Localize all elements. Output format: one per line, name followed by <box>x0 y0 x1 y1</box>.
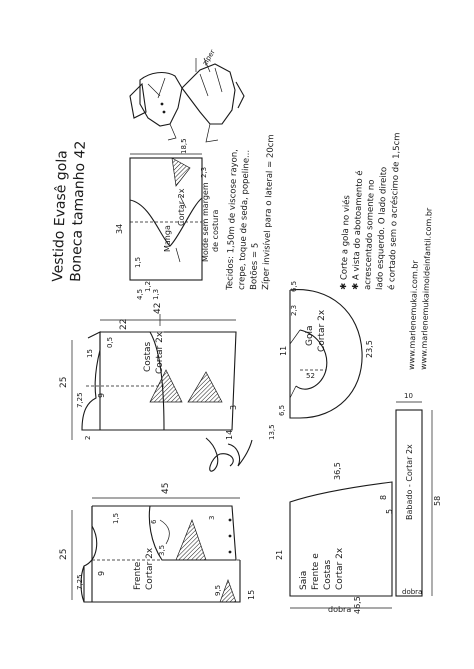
back-bodice-piece <box>59 303 238 440</box>
skirt-dim-365: 36,5 <box>333 462 342 480</box>
signature <box>206 438 252 471</box>
skirt-piece <box>275 462 394 614</box>
sleeve-note-1: Molde sem margem <box>201 182 210 262</box>
back-dim-22: 22 <box>119 318 129 330</box>
note-facing-4: é cortado sem o acréscimo de 1,5cm <box>387 132 403 291</box>
back-dim-3: 3 <box>229 404 238 410</box>
back-dim-725: 7,25 <box>76 392 84 408</box>
skirt-fold-label: dobra <box>328 605 352 614</box>
sleeve-dim-13: 1,3 <box>152 288 160 300</box>
collar-dim-23: 2,3 <box>290 304 298 316</box>
collar-dim-235: 23,5 <box>365 340 374 358</box>
sleeve-dim-34: 34 <box>115 223 124 234</box>
front-dim-45: 45 <box>161 482 171 494</box>
front-dim-6: 6 <box>150 519 158 524</box>
ruffle-dim-10: 10 <box>404 392 413 400</box>
skirt-dim-465: 46,5 <box>353 596 362 614</box>
back-label-2: Cortar 2x <box>155 331 165 374</box>
front-label-2: Cortar 2x <box>145 547 155 590</box>
ruffle-fold-label: dobra <box>402 588 423 596</box>
sleeve-label-right: Cortar 2x <box>177 188 186 226</box>
front-dim-25: 25 <box>59 548 69 560</box>
title-line-2: Boneca tamanho 42 <box>68 140 89 283</box>
front-dim-15b: 15 <box>247 589 256 600</box>
sleeve-dim-185: 18,5 <box>180 138 188 154</box>
skirt-dim-5: 5 <box>385 508 394 514</box>
collar-dim-52: 52 <box>306 372 315 380</box>
ruffle-piece <box>396 392 442 596</box>
skirt-dim-21: 21 <box>275 549 284 560</box>
sleeve-dim-15: 1,5 <box>134 256 142 268</box>
sleeve-label-left: Manga <box>163 225 172 252</box>
front-dim-725: 7,25 <box>76 574 84 590</box>
skirt-label-1: Saia <box>299 570 309 590</box>
back-dim-15: 15 <box>86 349 94 358</box>
front-bodice-piece <box>59 483 256 602</box>
title-line-1: Vestido Evasê gola <box>50 149 71 283</box>
skirt-label-3: Costas <box>323 559 333 590</box>
ruffle-dim-58: 58 <box>433 495 442 506</box>
cutting-notes <box>338 132 402 290</box>
front-dim-95: 9,5 <box>214 584 222 596</box>
collar-dim-135: 13,5 <box>268 424 276 440</box>
sleeve-dim-45: 4,5 <box>136 288 144 300</box>
collar-piece <box>268 281 374 440</box>
dress-sketch <box>130 48 244 142</box>
note-facing-3: lado esquerdo. O lado direito <box>375 166 390 291</box>
back-dim-2: 2 <box>84 435 92 440</box>
back-dim-05: 0,5 <box>106 336 114 348</box>
front-dim-35: 3,5 <box>158 544 166 556</box>
zipper-label: zíper <box>200 48 217 68</box>
sleeve-dim-23: 2,3 <box>200 166 208 178</box>
note-facing-2: acrescentado somente no <box>363 179 377 291</box>
collar-dim-11: 11 <box>279 345 288 356</box>
sleeve-dim-12: 1,2 <box>144 280 152 292</box>
back-label-1: Costas <box>143 341 153 372</box>
website-links <box>407 207 434 370</box>
back-dim-14: 14 <box>225 429 234 440</box>
front-dim-9: 9 <box>97 570 106 576</box>
note-zipper: Zíper invisível para o lateral = 20cm <box>261 134 277 291</box>
pattern-title <box>50 140 89 282</box>
note-fabric-2: crepe, toque de seda, popeline... <box>237 149 252 291</box>
skirt-label-4: Cortar 2x <box>335 547 345 590</box>
front-dim-3: 3 <box>208 515 216 520</box>
skirt-label-2: Frente e <box>311 553 321 590</box>
note-buttons: Botões = 5 <box>249 242 261 291</box>
back-dim-9: 9 <box>97 392 106 398</box>
note-cut-collar: ✱ Corte a gola no viés <box>339 194 353 291</box>
sleeve-piece <box>115 138 220 300</box>
note-facing-1: ✱ A vista do abotoamento é <box>351 170 366 291</box>
collar-dim-65b: 6,5 <box>278 404 286 416</box>
skirt-dim-8: 8 <box>379 494 388 500</box>
collar-dim-65: 6,5 <box>290 280 298 292</box>
ruffle-label: Babado - Cortar 2x <box>405 444 414 520</box>
note-fabric: Tecidos: 1,50m de viscose rayon, <box>225 148 240 291</box>
website-url-1: www.marlenemukai.com.br <box>407 260 420 371</box>
back-dim-42: 42 <box>153 302 163 314</box>
collar-label-1: Gola <box>305 325 315 346</box>
front-dim-15: 1,5 <box>112 512 120 524</box>
front-label-1: Frente <box>133 561 143 590</box>
website-url-2: www.marlenemukaimoldeinfantil.com.br <box>419 207 434 371</box>
sleeve-note-2: de costura <box>211 209 220 252</box>
back-dim-25: 25 <box>59 376 69 388</box>
fabric-notes <box>225 134 276 291</box>
collar-label-2: Cortar 2x <box>317 309 327 352</box>
